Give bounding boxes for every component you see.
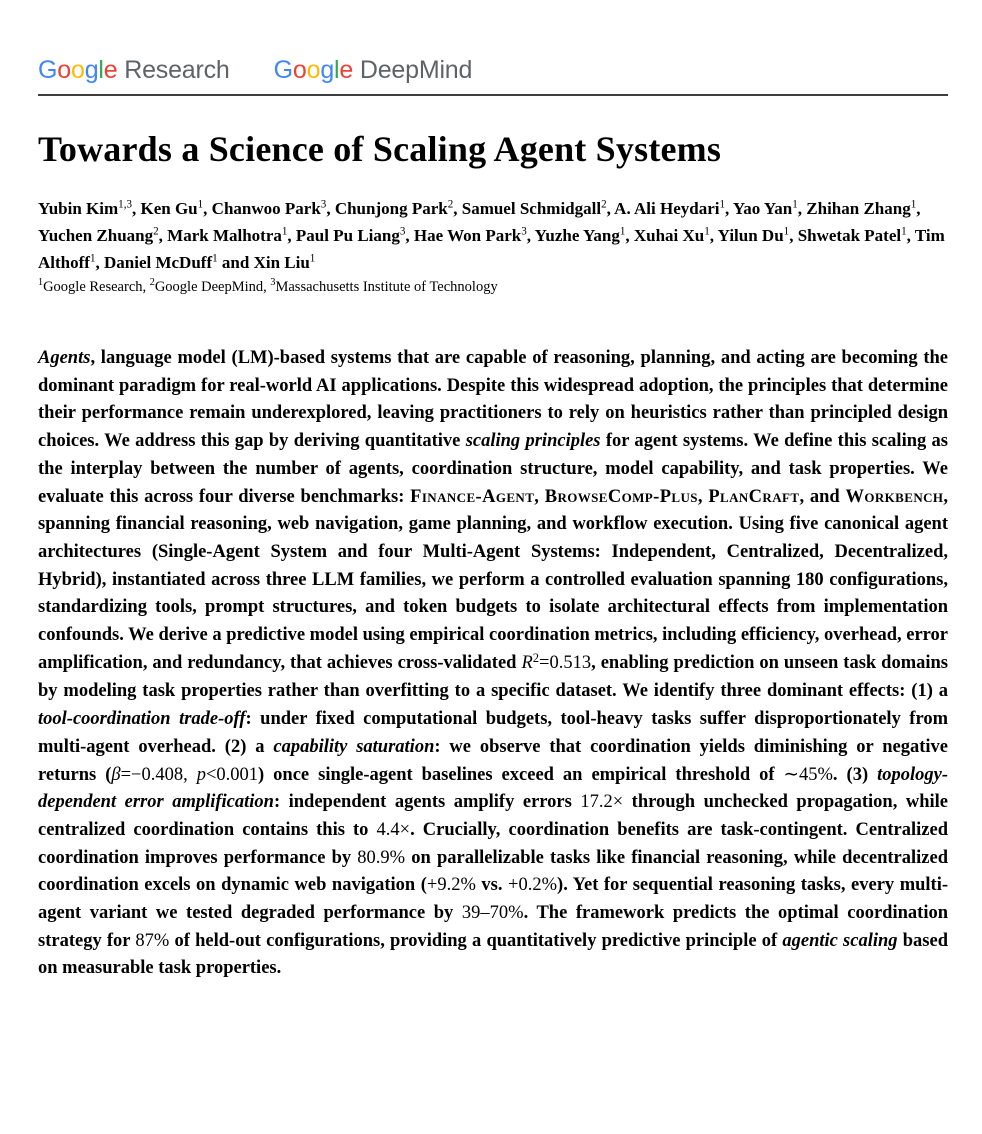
abstract-segment: , [534, 486, 545, 507]
logo-suffix: Research [117, 56, 230, 84]
affiliation-line: $^1$Google Research, $^2$Google DeepMind, $^3$Massachusetts Institute of Technology [38, 277, 498, 295]
abstract-segment: p [196, 764, 206, 785]
abstract-segment: 80.9% [357, 847, 406, 868]
abstract-segment: BrowseComp-Plus [544, 486, 698, 507]
author-affiliation-sup: 3 [521, 225, 527, 238]
google-logo-letter: G [273, 56, 293, 84]
google-logo-letter: l [98, 56, 104, 84]
logo-row [38, 56, 948, 85]
author-name: Samuel Schmidgall [461, 199, 602, 218]
author-name: Yuchen Zhuang [38, 226, 154, 245]
author-name: Shwetak Patel [797, 226, 902, 245]
google-logo-letter: g [84, 56, 99, 84]
google-logo-letter: o [70, 56, 85, 84]
abstract-segment: topology-dependent error amplification [38, 764, 948, 813]
abstract-segment: : independent agents amplify errors [273, 792, 581, 813]
author-affiliation-sup: 1 [792, 198, 798, 211]
author-name: Yao Yan [732, 199, 793, 218]
google-logo-letter: o [292, 56, 307, 84]
author-name: A. Ali Heydari [614, 199, 720, 218]
author-name: Paul Pu Liang [295, 226, 400, 245]
google-deepmind-logo [274, 56, 473, 85]
author-affiliation-sup: 2 [153, 225, 159, 238]
abstract-segment: ) once single-agent baselines exceed an empirical threshold of [258, 764, 784, 785]
author-name: Yilun Du [717, 226, 784, 245]
author-affiliation-sup: 1 [704, 225, 710, 238]
author-name: Xuhai Xu [633, 226, 705, 245]
paper-title: Towards a Science of Scaling Agent Systems [38, 129, 722, 169]
abstract-segment: Finance-Agent [410, 486, 535, 507]
abstract-segment: ). Yet for sequential reasoning tasks, every multi-agent variant we tested degraded performance by [38, 875, 948, 924]
author-affiliation-sup: 1 [89, 252, 96, 265]
author-name: Xin Liu [253, 253, 310, 272]
abstract-segment: , [697, 486, 709, 507]
abstract-segment: R [521, 652, 533, 673]
abstract-segment: tool-coordination trade-off [38, 709, 246, 730]
google-logo-letter: o [57, 56, 71, 84]
author-affiliation-sup: 3 [320, 198, 327, 211]
abstract-segment: PlanCraft [708, 486, 800, 507]
author-name: Tim Althoff [38, 226, 945, 272]
abstract-segment: Agents [38, 348, 91, 368]
abstract-segment: 4.4× [376, 819, 411, 840]
google-logo-letter: e [339, 56, 354, 84]
author-name: Yubin Kim [38, 199, 119, 218]
author-affiliation-sup: 1 [281, 225, 288, 238]
abstract-segment: β [111, 764, 121, 785]
abstract-segment: for agent systems. We define this scaling as the interplay between the number of agents, coordination structure, model capability, and task properties. We evaluate this across four diverse benchmarks: [38, 431, 948, 507]
affiliation-sup: 3 [270, 277, 276, 289]
abstract-segment: agentic scaling [782, 930, 898, 951]
google-research-logo [38, 56, 230, 85]
author-name: Daniel McDuff [103, 253, 213, 272]
author-name: Chanwoo Park [211, 199, 321, 218]
author-name: Hae Won Park [413, 226, 522, 245]
abstract-segment: 2 [532, 651, 540, 666]
abstract-segment: . Crucially, coordination benefits are task-contingent. Centralized coordination improves performance by [38, 819, 948, 868]
abstract-segment: 39–70% [461, 903, 524, 924]
author-affiliation-sup: 1 [719, 198, 726, 211]
author-affiliation-sup: 1,3 [118, 198, 132, 211]
abstract-segment: +9.2% [426, 875, 476, 896]
abstract-segment: : we observe that coordination yields diminishing or negative returns ( [38, 736, 948, 785]
google-logo-letter: e [103, 56, 118, 84]
google-logo-letter: o [306, 56, 321, 84]
abstract-segment: . (3) [832, 764, 878, 785]
abstract-segment: , enabling prediction on unseen task domains by modeling task properties rather than overfitting to a specific dataset. We identify three dominant effects: (1) a [38, 652, 948, 702]
abstract-segment: of held-out configurations, providing a quantitatively predictive principle of [169, 930, 783, 951]
author-name: Mark Malhotra [167, 226, 282, 245]
author-affiliation-sup: 1 [901, 225, 907, 238]
logo-suffix: DeepMind [353, 56, 473, 84]
abstract-paragraph [38, 345, 948, 983]
abstract-segment: +0.2% [508, 875, 558, 896]
author-affiliation-sup: 1 [619, 225, 626, 238]
author-affiliation-sup: 2 [447, 198, 454, 211]
google-logo-letter: G [38, 56, 58, 84]
abstract-segment: on parallelizable tasks like financial reasoning, while decentralized coordination excels on dynamic web navigation ( [38, 847, 948, 896]
abstract-segment: scaling principles [465, 431, 601, 452]
abstract-segment: 17.2× [580, 792, 624, 813]
author-affiliation-sup: 1 [212, 252, 218, 265]
paper-page [0, 56, 982, 983]
google-logo-letter: g [320, 56, 335, 84]
author-affiliation-sup: 3 [399, 225, 406, 238]
abstract-segment: capability saturation [273, 736, 435, 757]
author-list: Yubin Kim$^{1,3}$, Ken Gu$^1$, Chanwoo Park$^3$, Chunjong Park$^2$, Samuel Schmidgall$^2$, A. Ali Heydari$^1$, Yao Yan$^1$, Zhihan Zhang$^1$, Yuchen Zhuang$^2$, Mark Malhotra$^1$, Paul Pu Liang$^3$, Hae Won Park$^3$, Yuzhe Yang$^1$, Xuhai Xu$^1$, Yilun Du$^1$, Shwetak Patel$^1$, Tim Althoff$^1$, Daniel McDuff$^1$ and Xin Liu$^1$ [38, 198, 945, 272]
google-logo-letter: l [334, 56, 340, 84]
abstract-segment: 87% [135, 930, 170, 951]
abstract-segment: vs. [475, 875, 509, 896]
abstract-segment: , language model (LM)-based systems that are capable of reasoning, planning, and acting are becoming the dominant paradigm for real-world AI applications. Despite this widespread adoption, the principles that determine their performance remain underexplored, leaving practitioners to rely on heuristics rather than principled design choices. We address this gap by deriving quantitative [38, 348, 948, 452]
abstract-segment: based on measurable task properties. [38, 930, 948, 979]
abstract-segment: =0.513 [539, 652, 592, 673]
author-name: Yuzhe Yang [534, 226, 620, 245]
abstract-segment: through unchecked propagation, while centralized coordination contains this to [38, 792, 948, 840]
author-name: Ken Gu [140, 199, 198, 218]
abstract-segment: , spanning financial reasoning, web navigation, game planning, and workflow execution. Using five canonical agent architectures (Single-Agent System and four Multi-Agent Systems: Independent, Centralized, Decentralized, Hybrid), instantiated across three LLM families, we perform a controlled evaluation spanning 180 configurations, standardizing tools, prompt structures, and token budgets to isolate architectural effects from implementation confounds. We derive a predictive model using empirical coordination metrics, including efficiency, overhead, error amplification, and redundancy, that achieves cross-validated [38, 486, 949, 673]
abstract-segment: Workbench [845, 486, 944, 507]
affiliation-sup: 2 [149, 277, 155, 289]
author-name: Zhihan Zhang [806, 199, 911, 218]
header-divider [38, 94, 948, 96]
abstract-segment: <0.001 [205, 764, 259, 785]
author-affiliation-sup: 1 [910, 198, 917, 211]
author-affiliation-sup: 2 [601, 198, 607, 211]
author-affiliation-sup: 1 [783, 225, 790, 238]
affiliation-sup: 1 [38, 277, 44, 289]
abstract-segment: . The framework predicts the optimal coordination strategy for [38, 903, 948, 951]
author-name: Chunjong Park [334, 199, 448, 218]
abstract-segment: =−0.408, [120, 764, 197, 785]
abstract-segment: ∼45% [783, 764, 833, 785]
author-affiliation-sup: 1 [309, 252, 316, 265]
abstract-segment: , and [799, 486, 846, 507]
author-affiliation-sup: 1 [197, 198, 204, 211]
abstract-segment: : under fixed computational budgets, tool-heavy tasks suffer disproportionately from multi-agent overhead. (2) a [38, 709, 948, 757]
